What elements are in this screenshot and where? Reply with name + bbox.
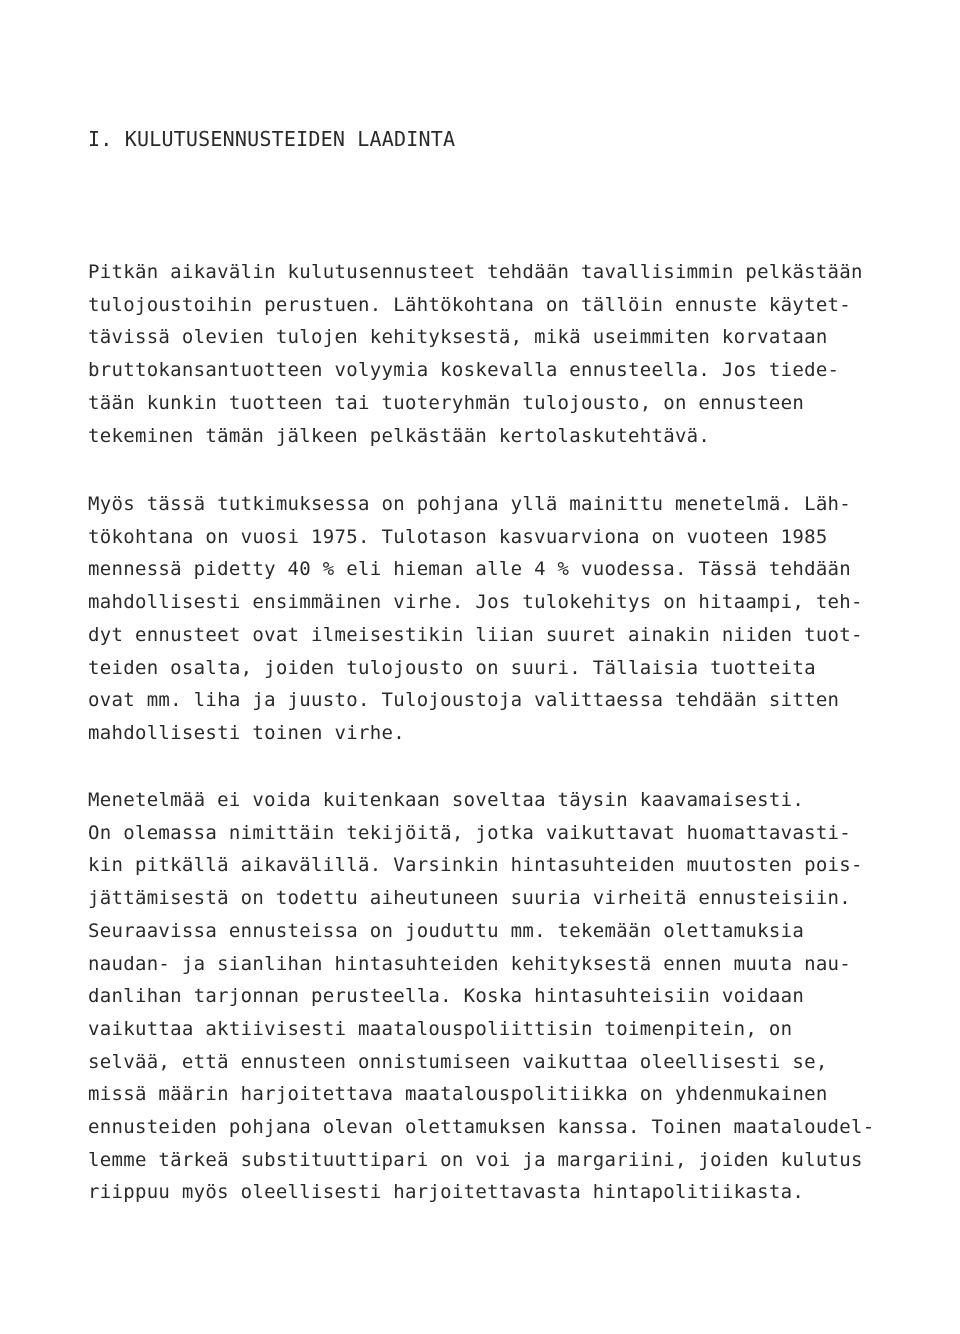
paragraph-study-method [88, 488, 863, 750]
paragraph-price-relations [88, 784, 875, 1209]
text-line: jättämisestä on todettu aiheutuneen suuria virheitä ennusteisiin. [88, 887, 852, 910]
text-line: teiden osalta, joiden tulojousto on suuri. Tällaisia tuotteita [88, 656, 816, 679]
text-line: tökohtana on vuosi 1975. Tulotason kasvuarviona on vuoteen 1985 [88, 525, 828, 548]
text-line: Myös tässä tutkimuksessa on pohjana yllä mainittu menetelmä. Läh- [88, 493, 852, 515]
section-heading: I. KULUTUSENNUSTEIDEN LAADINTA [88, 127, 456, 151]
text-line: mahdollisesti toinen virhe. [88, 721, 405, 744]
text-line: danlihan tarjonnan perusteella. Koska hintasuhteisiin voidaan [88, 985, 805, 1008]
text-line: tävissä olevien tulojen kehityksestä, mikä useimmiten korvataan [88, 326, 828, 349]
text-line: dyt ennusteet ovat ilmeisestikin liian suuret ainakin niiden tuot- [88, 623, 863, 646]
paragraph-income-elasticity [88, 256, 863, 452]
text-line: missä määrin harjoitettava maatalouspolitiikka on yhdenmukainen [88, 1083, 828, 1106]
text-line: selvää, että ennusteen onnistumiseen vaikuttaa oleellisesti se, [88, 1050, 828, 1073]
text-line: ennusteiden pohjana olevan olettamuksen kanssa. Toinen maataloudel- [88, 1116, 875, 1139]
text-line: mennessä pidetty 40 % eli hieman alle 4 % vuodessa. Tässä tehdään [88, 558, 852, 581]
text-line: mahdollisesti ensimmäinen virhe. Jos tulokehitys on hitaampi, teh- [88, 591, 863, 614]
text-line: tekeminen tämän jälkeen pelkästään kertolaskutehtävä. [88, 424, 711, 447]
text-line: lemme tärkeä substituuttipari on voi ja margariini, joiden kulutus [88, 1148, 863, 1171]
text-line: tulojoustoihin perustuen. Lähtökohtana on tällöin ennuste käytet- [88, 293, 852, 316]
text-line: Menetelmää ei voida kuitenkaan soveltaa täysin kaavamaisesti. [88, 789, 805, 811]
text-line: kin pitkällä aikavälillä. Varsinkin hintasuhteiden muutosten pois- [88, 854, 863, 877]
text-line: Seuraavissa ennusteissa on jouduttu mm. tekemään olettamuksia [88, 919, 805, 942]
text-line: riippuu myös oleellisesti harjoitettavasta hintapolitiikasta. [88, 1181, 805, 1204]
text-line: tään kunkin tuotteen tai tuoteryhmän tulojousto, on ennusteen [88, 391, 805, 414]
text-line: ovat mm. liha ja juusto. Tulojoustoja valittaessa tehdään sitten [88, 689, 840, 712]
text-line: Pitkän aikavälin kulutusennusteet tehdään tavallisimmin pelkästään [88, 261, 863, 283]
text-line: vaikuttaa aktiivisesti maatalouspoliittisin toimenpitein, on [88, 1017, 793, 1040]
text-line: On olemassa nimittäin tekijöitä, jotka vaikuttavat huomattavasti- [88, 821, 852, 844]
text-line: naudan- ja sianlihan hintasuhteiden kehityksestä ennen muuta nau- [88, 952, 852, 975]
text-line: bruttokansantuotteen volyymia koskevalla ennusteella. Jos tiede- [88, 359, 840, 382]
